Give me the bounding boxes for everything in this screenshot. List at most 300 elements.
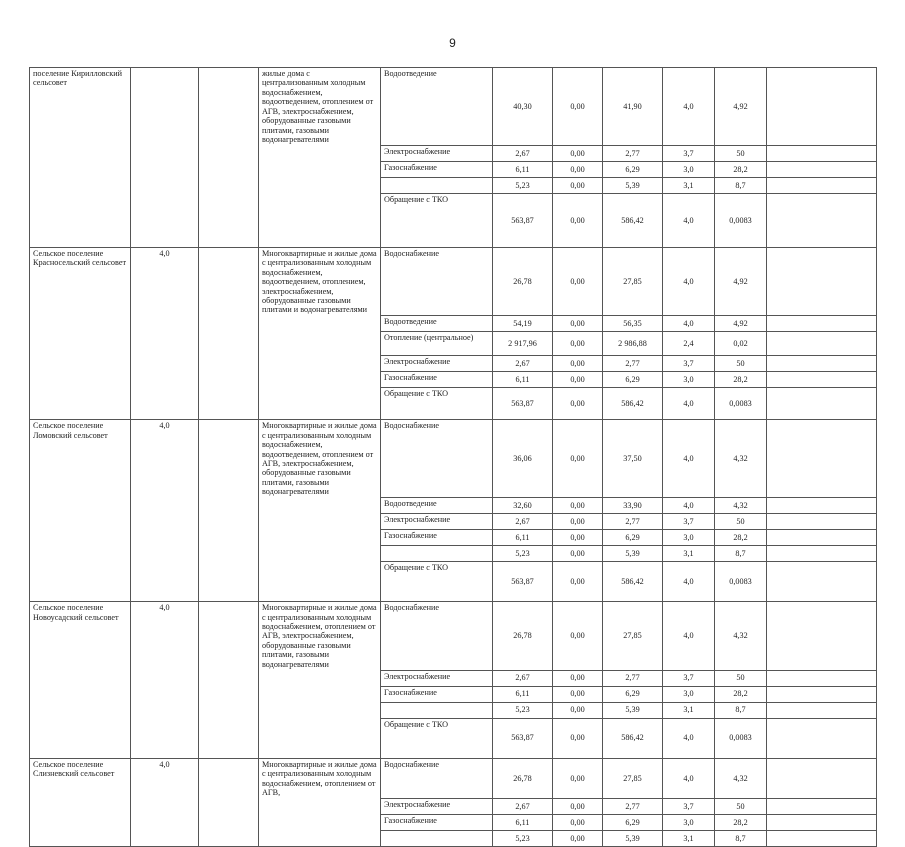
housing-description: жилые дома с централизованным холодным водоснабжением, водоотведением, отоплением от АГВ, электроснабжением, оборудованные газовыми плитами, газовыми водонагревателями — [259, 68, 381, 146]
empty-cell — [767, 830, 877, 846]
empty-cell — [767, 68, 877, 146]
tariff-value-1: 6,11 — [493, 814, 553, 830]
norm-value: 4,92 — [715, 247, 767, 315]
settlement-name: Сельское поселение Ломовский сельсовет — [30, 420, 131, 498]
settlement-name — [30, 686, 131, 702]
settlement-value — [131, 530, 199, 546]
tariff-value-1: 6,11 — [493, 530, 553, 546]
tariff-value-2: 0,00 — [553, 388, 603, 420]
settlement-name — [30, 514, 131, 530]
service-name: Электроснабжение — [381, 145, 493, 161]
settlement-value — [131, 670, 199, 686]
empty-cell — [767, 193, 877, 247]
empty-cell — [767, 702, 877, 718]
empty-cell — [767, 530, 877, 546]
service-name: Водоотведение — [381, 498, 493, 514]
service-name: Электроснабжение — [381, 670, 493, 686]
empty-cell — [767, 356, 877, 372]
tariff-value-3: 56,35 — [603, 316, 663, 332]
growth-index: 2,4 — [663, 332, 715, 356]
housing-description — [259, 332, 381, 356]
tariff-value-3: 2,77 — [603, 145, 663, 161]
settlement-value — [131, 830, 199, 846]
table-row — [30, 686, 877, 702]
housing-description: Многоквартирные и жилые дома с централизованным холодным водоснабжением, отоплением от АГВ, — [259, 758, 381, 798]
tariff-value-2: 0,00 — [553, 498, 603, 514]
tariff-table — [29, 67, 877, 847]
settlement-name — [30, 670, 131, 686]
norm-value: 0,0083 — [715, 562, 767, 602]
blank-cell — [199, 686, 259, 702]
tariff-value-3: 5,39 — [603, 546, 663, 562]
tariff-value-3: 27,85 — [603, 602, 663, 670]
empty-cell — [767, 546, 877, 562]
settlement-value: 4,0 — [131, 602, 199, 670]
growth-index: 3,7 — [663, 145, 715, 161]
tariff-value-1: 36,06 — [493, 420, 553, 498]
blank-cell — [199, 356, 259, 372]
blank-cell — [199, 161, 259, 177]
growth-index: 3,1 — [663, 177, 715, 193]
service-name: Обращение с ТКО — [381, 718, 493, 758]
tariff-value-2: 0,00 — [553, 830, 603, 846]
norm-value: 50 — [715, 356, 767, 372]
tariff-value-1: 5,23 — [493, 702, 553, 718]
tariff-value-2: 0,00 — [553, 332, 603, 356]
growth-index: 4,0 — [663, 388, 715, 420]
housing-description — [259, 514, 381, 530]
norm-value: 0,0083 — [715, 193, 767, 247]
tariff-value-1: 563,87 — [493, 562, 553, 602]
tariff-value-3: 41,90 — [603, 68, 663, 146]
service-name: Водоотведение — [381, 316, 493, 332]
settlement-name — [30, 562, 131, 602]
norm-value: 4,32 — [715, 420, 767, 498]
tariff-value-3: 6,29 — [603, 161, 663, 177]
tariff-value-1: 2 917,96 — [493, 332, 553, 356]
settlement-value — [131, 514, 199, 530]
growth-index: 4,0 — [663, 420, 715, 498]
tariff-value-1: 2,67 — [493, 514, 553, 530]
service-name — [381, 546, 493, 562]
tariff-value-3: 586,42 — [603, 718, 663, 758]
page-number: 9 — [449, 36, 456, 50]
settlement-value — [131, 372, 199, 388]
settlement-name: Сельское поселение Красносельский сельсовет — [30, 247, 131, 315]
tariff-value-2: 0,00 — [553, 562, 603, 602]
norm-value: 50 — [715, 798, 767, 814]
housing-description: Многоквартирные и жилые дома с централизованным холодным водоснабжением, водоотведением, отоплением, электроснабжением, оборудованные газовыми плитами и водонагревателями — [259, 247, 381, 315]
tariff-value-3: 27,85 — [603, 758, 663, 798]
settlement-name — [30, 498, 131, 514]
tariff-value-3: 2,77 — [603, 356, 663, 372]
table-row — [30, 356, 877, 372]
norm-value: 28,2 — [715, 814, 767, 830]
blank-cell — [199, 702, 259, 718]
tariff-value-1: 6,11 — [493, 372, 553, 388]
settlement-value — [131, 356, 199, 372]
empty-cell — [767, 177, 877, 193]
empty-cell — [767, 686, 877, 702]
tariff-value-3: 27,85 — [603, 247, 663, 315]
service-name: Газоснабжение — [381, 530, 493, 546]
tariff-value-1: 2,67 — [493, 145, 553, 161]
blank-cell — [199, 420, 259, 498]
norm-value: 28,2 — [715, 161, 767, 177]
growth-index: 4,0 — [663, 247, 715, 315]
housing-description — [259, 316, 381, 332]
service-name: Газоснабжение — [381, 161, 493, 177]
settlement-name — [30, 193, 131, 247]
settlement-value — [131, 814, 199, 830]
service-name: Обращение с ТКО — [381, 388, 493, 420]
norm-value: 0,02 — [715, 332, 767, 356]
settlement-value — [131, 718, 199, 758]
housing-description — [259, 530, 381, 546]
table-row — [30, 758, 877, 798]
table-row — [30, 316, 877, 332]
table-row — [30, 562, 877, 602]
settlement-name: поселение Кирилловский сельсовет — [30, 68, 131, 146]
empty-cell — [767, 161, 877, 177]
table-row — [30, 830, 877, 846]
settlement-name — [30, 161, 131, 177]
blank-cell — [199, 798, 259, 814]
norm-value: 50 — [715, 670, 767, 686]
service-name: Электроснабжение — [381, 356, 493, 372]
settlement-name — [30, 718, 131, 758]
empty-cell — [767, 718, 877, 758]
tariff-value-1: 54,19 — [493, 316, 553, 332]
table-row — [30, 161, 877, 177]
tariff-value-2: 0,00 — [553, 356, 603, 372]
blank-cell — [199, 814, 259, 830]
service-name: Водоснабжение — [381, 420, 493, 498]
table-row — [30, 177, 877, 193]
table-row — [30, 670, 877, 686]
norm-value: 4,32 — [715, 758, 767, 798]
housing-description — [259, 686, 381, 702]
settlement-value — [131, 546, 199, 562]
tariff-value-1: 563,87 — [493, 388, 553, 420]
housing-description: Многоквартирные и жилые дома с централизованным холодным водоснабжением, водоотведением, отоплением от АГВ, электроснабжением, оборудованные газовыми плитами, газовыми водонагревателями — [259, 420, 381, 498]
tariff-value-2: 0,00 — [553, 177, 603, 193]
housing-description — [259, 830, 381, 846]
tariff-value-1: 2,67 — [493, 670, 553, 686]
settlement-name — [30, 830, 131, 846]
tariff-value-3: 6,29 — [603, 814, 663, 830]
norm-value: 50 — [715, 145, 767, 161]
service-name: Водоснабжение — [381, 758, 493, 798]
empty-cell — [767, 145, 877, 161]
service-name: Электроснабжение — [381, 514, 493, 530]
tariff-value-3: 6,29 — [603, 372, 663, 388]
housing-description: Многоквартирные и жилые дома с централизованным холодным водоснабжением, отоплением от АГВ, электроснабжением, оборудованные газовыми плитами, газовыми водонагревателями — [259, 602, 381, 670]
housing-description — [259, 161, 381, 177]
service-name: Газоснабжение — [381, 372, 493, 388]
tariff-value-3: 2,77 — [603, 670, 663, 686]
service-name — [381, 702, 493, 718]
blank-cell — [199, 830, 259, 846]
table-row — [30, 68, 877, 146]
tariff-value-1: 2,67 — [493, 798, 553, 814]
growth-index: 3,1 — [663, 702, 715, 718]
tariff-value-3: 2,77 — [603, 514, 663, 530]
blank-cell — [199, 68, 259, 146]
norm-value: 50 — [715, 514, 767, 530]
blank-cell — [199, 388, 259, 420]
table-row — [30, 718, 877, 758]
blank-cell — [199, 145, 259, 161]
norm-value: 4,92 — [715, 316, 767, 332]
tariff-value-3: 2 986,88 — [603, 332, 663, 356]
blank-cell — [199, 718, 259, 758]
blank-cell — [199, 193, 259, 247]
tariff-value-2: 0,00 — [553, 670, 603, 686]
table-row — [30, 814, 877, 830]
housing-description — [259, 177, 381, 193]
norm-value: 28,2 — [715, 530, 767, 546]
housing-description — [259, 546, 381, 562]
service-name: Обращение с ТКО — [381, 562, 493, 602]
housing-description — [259, 718, 381, 758]
tariff-value-3: 6,29 — [603, 530, 663, 546]
growth-index: 4,0 — [663, 193, 715, 247]
table-row — [30, 602, 877, 670]
norm-value: 0,0083 — [715, 718, 767, 758]
growth-index: 3,0 — [663, 530, 715, 546]
tariff-value-2: 0,00 — [553, 686, 603, 702]
empty-cell — [767, 562, 877, 602]
service-name: Водоснабжение — [381, 602, 493, 670]
norm-value: 8,7 — [715, 830, 767, 846]
settlement-value — [131, 193, 199, 247]
growth-index: 3,1 — [663, 830, 715, 846]
blank-cell — [199, 758, 259, 798]
tariff-value-3: 37,50 — [603, 420, 663, 498]
empty-cell — [767, 602, 877, 670]
tariff-value-2: 0,00 — [553, 602, 603, 670]
blank-cell — [199, 247, 259, 315]
settlement-value — [131, 498, 199, 514]
tariff-value-2: 0,00 — [553, 68, 603, 146]
settlement-name — [30, 145, 131, 161]
tariff-value-2: 0,00 — [553, 372, 603, 388]
settlement-name — [30, 388, 131, 420]
growth-index: 4,0 — [663, 498, 715, 514]
tariff-value-3: 586,42 — [603, 193, 663, 247]
tariff-value-2: 0,00 — [553, 718, 603, 758]
tariff-value-2: 0,00 — [553, 316, 603, 332]
tariff-value-1: 32,60 — [493, 498, 553, 514]
empty-cell — [767, 247, 877, 315]
tariff-value-1: 5,23 — [493, 546, 553, 562]
settlement-name: Сельское поселение Слизневский сельсовет — [30, 758, 131, 798]
settlement-name: Сельское поселение Новоусадский сельсовет — [30, 602, 131, 670]
table-row — [30, 145, 877, 161]
growth-index: 4,0 — [663, 68, 715, 146]
growth-index: 3,1 — [663, 546, 715, 562]
table-row — [30, 420, 877, 498]
empty-cell — [767, 316, 877, 332]
growth-index: 3,7 — [663, 798, 715, 814]
settlement-name — [30, 332, 131, 356]
settlement-name — [30, 372, 131, 388]
blank-cell — [199, 316, 259, 332]
settlement-value — [131, 798, 199, 814]
blank-cell — [199, 372, 259, 388]
norm-value: 28,2 — [715, 686, 767, 702]
service-name: Обращение с ТКО — [381, 193, 493, 247]
service-name — [381, 177, 493, 193]
empty-cell — [767, 372, 877, 388]
housing-description — [259, 356, 381, 372]
table-row — [30, 514, 877, 530]
housing-description — [259, 702, 381, 718]
tariff-value-2: 0,00 — [553, 798, 603, 814]
tariff-value-1: 6,11 — [493, 161, 553, 177]
empty-cell — [767, 798, 877, 814]
tariff-value-1: 563,87 — [493, 718, 553, 758]
settlement-name — [30, 814, 131, 830]
blank-cell — [199, 562, 259, 602]
empty-cell — [767, 670, 877, 686]
table-row — [30, 702, 877, 718]
blank-cell — [199, 177, 259, 193]
settlement-name — [30, 702, 131, 718]
housing-description — [259, 145, 381, 161]
settlement-value — [131, 68, 199, 146]
housing-description — [259, 814, 381, 830]
tariff-value-2: 0,00 — [553, 530, 603, 546]
blank-cell — [199, 498, 259, 514]
settlement-value — [131, 702, 199, 718]
table-row — [30, 498, 877, 514]
growth-index: 4,0 — [663, 718, 715, 758]
table-row — [30, 388, 877, 420]
growth-index: 3,7 — [663, 356, 715, 372]
empty-cell — [767, 514, 877, 530]
settlement-value — [131, 145, 199, 161]
table-row — [30, 798, 877, 814]
tariff-value-3: 6,29 — [603, 686, 663, 702]
tariff-value-1: 5,23 — [493, 177, 553, 193]
blank-cell — [199, 602, 259, 670]
tariff-value-2: 0,00 — [553, 247, 603, 315]
table-body — [30, 68, 877, 847]
settlement-name — [30, 546, 131, 562]
tariff-value-2: 0,00 — [553, 161, 603, 177]
tariff-value-2: 0,00 — [553, 758, 603, 798]
empty-cell — [767, 814, 877, 830]
settlement-name — [30, 530, 131, 546]
tariff-value-2: 0,00 — [553, 514, 603, 530]
norm-value: 28,2 — [715, 372, 767, 388]
service-name — [381, 830, 493, 846]
settlement-value — [131, 686, 199, 702]
housing-description — [259, 193, 381, 247]
growth-index: 4,0 — [663, 562, 715, 602]
tariff-value-2: 0,00 — [553, 702, 603, 718]
table-row — [30, 546, 877, 562]
growth-index: 3,0 — [663, 161, 715, 177]
housing-description — [259, 498, 381, 514]
growth-index: 3,0 — [663, 372, 715, 388]
blank-cell — [199, 546, 259, 562]
tariff-value-3: 586,42 — [603, 562, 663, 602]
tariff-value-2: 0,00 — [553, 420, 603, 498]
settlement-name — [30, 356, 131, 372]
settlement-value: 4,0 — [131, 247, 199, 315]
settlement-name — [30, 798, 131, 814]
settlement-name — [30, 177, 131, 193]
tariff-value-3: 2,77 — [603, 798, 663, 814]
norm-value: 0,0083 — [715, 388, 767, 420]
settlement-name — [30, 316, 131, 332]
norm-value: 8,7 — [715, 177, 767, 193]
growth-index: 3,0 — [663, 686, 715, 702]
empty-cell — [767, 498, 877, 514]
settlement-value — [131, 177, 199, 193]
table-row — [30, 530, 877, 546]
settlement-value — [131, 388, 199, 420]
empty-cell — [767, 758, 877, 798]
norm-value: 4,32 — [715, 602, 767, 670]
growth-index: 4,0 — [663, 602, 715, 670]
tariff-value-3: 5,39 — [603, 702, 663, 718]
tariff-value-2: 0,00 — [553, 193, 603, 247]
blank-cell — [199, 514, 259, 530]
settlement-value — [131, 562, 199, 602]
tariff-value-2: 0,00 — [553, 814, 603, 830]
housing-description — [259, 670, 381, 686]
table-row — [30, 332, 877, 356]
service-name: Водоотведение — [381, 68, 493, 146]
tariff-value-1: 40,30 — [493, 68, 553, 146]
growth-index: 3,7 — [663, 670, 715, 686]
growth-index: 4,0 — [663, 316, 715, 332]
table-row — [30, 372, 877, 388]
tariff-value-3: 5,39 — [603, 177, 663, 193]
blank-cell — [199, 530, 259, 546]
settlement-value: 4,0 — [131, 420, 199, 498]
tariff-value-3: 5,39 — [603, 830, 663, 846]
empty-cell — [767, 420, 877, 498]
growth-index: 3,7 — [663, 514, 715, 530]
tariff-value-1: 26,78 — [493, 247, 553, 315]
tariff-value-3: 33,90 — [603, 498, 663, 514]
housing-description — [259, 798, 381, 814]
norm-value: 4,32 — [715, 498, 767, 514]
service-name: Газоснабжение — [381, 814, 493, 830]
housing-description — [259, 372, 381, 388]
service-name: Электроснабжение — [381, 798, 493, 814]
settlement-value: 4,0 — [131, 758, 199, 798]
tariff-value-2: 0,00 — [553, 546, 603, 562]
settlement-value — [131, 332, 199, 356]
tariff-value-1: 26,78 — [493, 758, 553, 798]
tariff-value-1: 2,67 — [493, 356, 553, 372]
tariff-value-1: 26,78 — [493, 602, 553, 670]
settlement-value — [131, 161, 199, 177]
housing-description — [259, 562, 381, 602]
norm-value: 4,92 — [715, 68, 767, 146]
norm-value: 8,7 — [715, 546, 767, 562]
service-name: Водоснабжение — [381, 247, 493, 315]
growth-index: 4,0 — [663, 758, 715, 798]
settlement-value — [131, 316, 199, 332]
empty-cell — [767, 388, 877, 420]
